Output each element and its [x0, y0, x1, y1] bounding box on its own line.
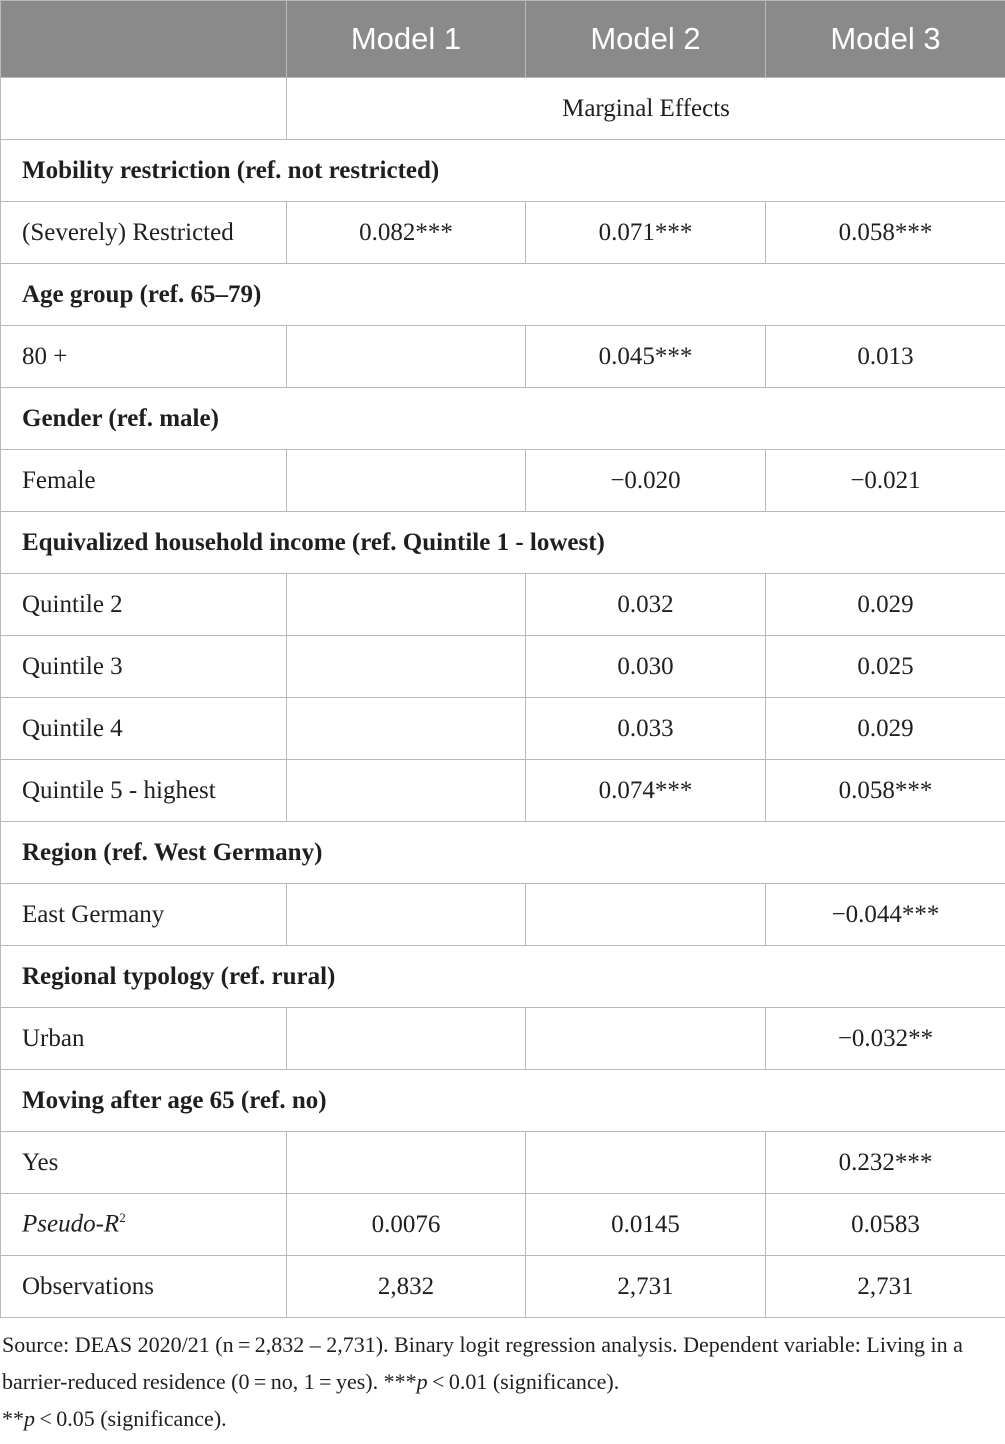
observations-label: Observations: [1, 1256, 287, 1318]
model-3-value: 0.029: [766, 574, 1005, 636]
model-1-value: [287, 698, 526, 760]
table-row: [1, 1008, 1005, 1070]
row-label: Urban: [1, 1008, 287, 1070]
row-label: 80 +: [1, 326, 287, 388]
section-title: Age group (ref. 65–79): [1, 264, 1005, 326]
model-2-value: −0.020: [526, 450, 766, 512]
model-2-value: 0.074***: [526, 760, 766, 822]
section-title: Gender (ref. male): [1, 388, 1005, 450]
model-2-value: 0.032: [526, 574, 766, 636]
section-title: Regional typology (ref. rural): [1, 946, 1005, 1008]
model-1-value: [287, 1132, 526, 1194]
model-2-value: 0.033: [526, 698, 766, 760]
row-label: (Severely) Restricted: [1, 202, 287, 264]
subheader-row: [1, 78, 1005, 140]
section-row: [1, 388, 1005, 450]
row-label: Quintile 4: [1, 698, 287, 760]
pseudo-r2-row: [1, 1194, 1005, 1256]
model-1-value: [287, 326, 526, 388]
model-3-value: −0.021: [766, 450, 1005, 512]
section-row: [1, 140, 1005, 202]
model-1-value: [287, 636, 526, 698]
model-2-value: 0.030: [526, 636, 766, 698]
section-title: Equivalized household income (ref. Quintile 1 - lowest): [1, 512, 1005, 574]
footnote-sig2: < 0.05 (significance).: [35, 1406, 227, 1431]
model-2-pseudo-r2: 0.0145: [526, 1194, 766, 1256]
model-2-value: [526, 1132, 766, 1194]
row-label: Female: [1, 450, 287, 512]
observations-row: [1, 1256, 1005, 1318]
table-row: [1, 202, 1005, 264]
pseudo-r2-text: Pseudo-R: [22, 1210, 120, 1238]
header-model-3: Model 3: [766, 1, 1005, 78]
table-row: [1, 698, 1005, 760]
subheader-empty: [1, 78, 287, 140]
model-3-value: −0.044***: [766, 884, 1005, 946]
model-1-observations: 2,832: [287, 1256, 526, 1318]
header-empty: [1, 1, 287, 78]
model-3-value: 0.013: [766, 326, 1005, 388]
model-3-value: 0.025: [766, 636, 1005, 698]
row-label: Quintile 2: [1, 574, 287, 636]
model-2-value: [526, 1008, 766, 1070]
table-row: [1, 574, 1005, 636]
table-row: [1, 760, 1005, 822]
model-1-pseudo-r2: 0.0076: [287, 1194, 526, 1256]
section-title: Mobility restriction (ref. not restricted): [1, 140, 1005, 202]
model-3-pseudo-r2: 0.0583: [766, 1194, 1005, 1256]
model-1-value: [287, 574, 526, 636]
row-label: Quintile 5 - highest: [1, 760, 287, 822]
footnote-stars2: **: [2, 1406, 24, 1431]
model-1-value: [287, 1008, 526, 1070]
section-title: Moving after age 65 (ref. no): [1, 1070, 1005, 1132]
section-row: [1, 822, 1005, 884]
section-row: [1, 512, 1005, 574]
model-2-value: 0.045***: [526, 326, 766, 388]
footnote-source: Source: DEAS 2020/21 (n = 2,832 – 2,731). Binary logit regression analysis. Dependent variable: Living in a barrier-reduced residence (0 = no, 1 = yes). ***: [2, 1332, 963, 1394]
model-3-observations: 2,731: [766, 1256, 1005, 1318]
section-row: [1, 264, 1005, 326]
model-1-value: [287, 760, 526, 822]
table-row: [1, 884, 1005, 946]
footnote-p2: p: [24, 1406, 35, 1431]
model-1-value: [287, 450, 526, 512]
section-title: Region (ref. West Germany): [1, 822, 1005, 884]
table-footnote: [0, 1318, 1005, 1437]
table-row: [1, 636, 1005, 698]
header-model-1: Model 1: [287, 1, 526, 78]
row-label: Quintile 3: [1, 636, 287, 698]
table-row: [1, 1132, 1005, 1194]
footnote-p1: p: [416, 1369, 428, 1394]
model-1-value: [287, 884, 526, 946]
row-label: Yes: [1, 1132, 287, 1194]
model-2-value: 0.071***: [526, 202, 766, 264]
row-label: East Germany: [1, 884, 287, 946]
model-2-value: [526, 884, 766, 946]
model-3-value: 0.232***: [766, 1132, 1005, 1194]
model-3-value: 0.058***: [766, 760, 1005, 822]
header-model-2: Model 2: [526, 1, 766, 78]
table-body: [1, 78, 1005, 1318]
model-1-value: 0.082***: [287, 202, 526, 264]
table-row: [1, 326, 1005, 388]
header-row: [1, 1, 1005, 78]
model-3-value: 0.058***: [766, 202, 1005, 264]
marginal-effects-label: Marginal Effects: [287, 78, 1005, 140]
pseudo-r2-label: [1, 1194, 287, 1256]
footnote-sig1: < 0.01 (significance).: [427, 1369, 620, 1394]
pseudo-r2-superscript: 2: [119, 1210, 126, 1226]
section-row: [1, 1070, 1005, 1132]
model-2-observations: 2,731: [526, 1256, 766, 1318]
model-3-value: 0.029: [766, 698, 1005, 760]
table-row: [1, 450, 1005, 512]
model-3-value: −0.032**: [766, 1008, 1005, 1070]
section-row: [1, 946, 1005, 1008]
